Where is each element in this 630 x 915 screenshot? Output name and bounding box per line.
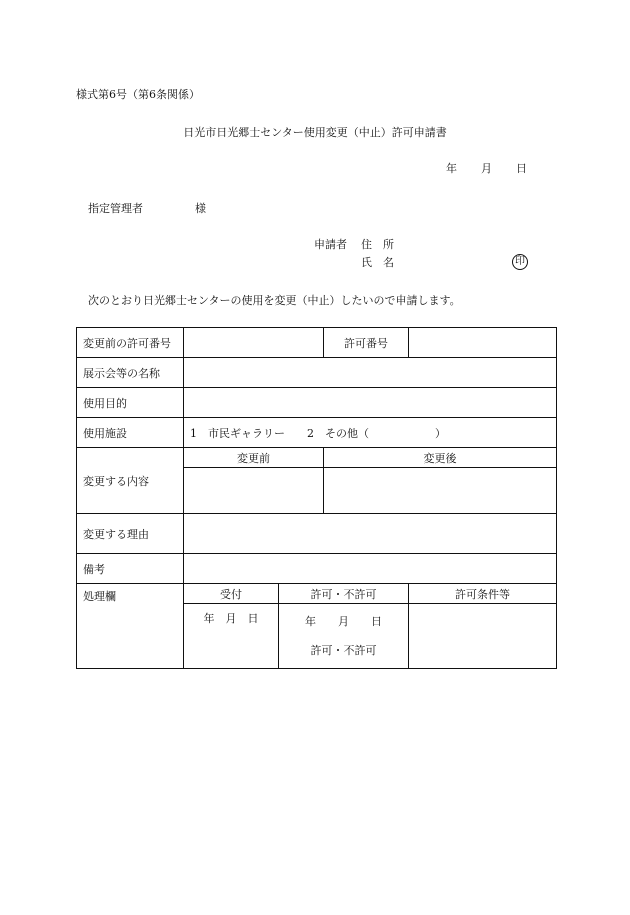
document-title: 日光市日光郷士センター使用変更（中止）許可申請書: [183, 126, 447, 139]
table-row: [77, 554, 557, 584]
facility-options[interactable]: 1 市民ギャラリー 2 その他（ ）: [184, 418, 557, 448]
conditions-header: 許可条件等: [409, 584, 557, 604]
request-statement: 次のとおり日光郷士センターの使用を変更（中止）したいので申請します。: [88, 294, 461, 307]
applicant-name-label: 氏 名: [361, 256, 394, 269]
application-table: [76, 327, 557, 669]
prior-permit-field[interactable]: [184, 328, 324, 358]
permission-header: 許可・不許可: [279, 584, 409, 604]
recipient-label: 指定管理者: [88, 202, 143, 215]
prior-permit-label: 変更前の許可番号: [77, 328, 184, 358]
permit-number-field[interactable]: [409, 328, 557, 358]
table-row: [77, 584, 557, 604]
remarks-label: 備考: [77, 554, 184, 584]
reason-field[interactable]: [184, 514, 557, 554]
processing-label: 処理欄: [77, 584, 184, 669]
purpose-field[interactable]: [184, 388, 557, 418]
table-row: [77, 328, 557, 358]
remarks-field[interactable]: [184, 554, 557, 584]
form-number: 様式第6号（第6条関係）: [76, 88, 200, 101]
purpose-label: 使用目的: [77, 388, 184, 418]
before-change-header: 変更前: [184, 448, 324, 468]
permission-cell: [279, 604, 409, 669]
recipient-honorific: 様: [195, 202, 206, 215]
reason-label: 変更する理由: [77, 514, 184, 554]
exhibition-name-field[interactable]: [184, 358, 557, 388]
received-date: 年 月 日: [184, 604, 279, 669]
table-row: [77, 358, 557, 388]
permission-value: 許可・不許可: [310, 644, 377, 657]
table-row: [77, 514, 557, 554]
applicant-address-label: 住 所: [361, 238, 394, 251]
table-row: [77, 418, 557, 448]
after-change-field[interactable]: [324, 468, 557, 514]
before-change-field[interactable]: [184, 468, 324, 514]
seal-mark: 印: [512, 254, 528, 270]
date-year: 年: [446, 162, 457, 175]
applicant-label: 申請者: [314, 238, 347, 251]
table-row: [77, 448, 557, 468]
date-month: 月: [481, 162, 492, 175]
exhibition-name-label: 展示会等の名称: [77, 358, 184, 388]
change-content-label: 変更する内容: [77, 448, 184, 514]
table-row: [77, 388, 557, 418]
permit-number-label: 許可番号: [324, 328, 409, 358]
date-day: 日: [516, 162, 527, 175]
received-header: 受付: [184, 584, 279, 604]
after-change-header: 変更後: [324, 448, 557, 468]
facility-label: 使用施設: [77, 418, 184, 448]
conditions-field[interactable]: [409, 604, 557, 669]
permission-date: 年 月 日: [305, 615, 382, 628]
